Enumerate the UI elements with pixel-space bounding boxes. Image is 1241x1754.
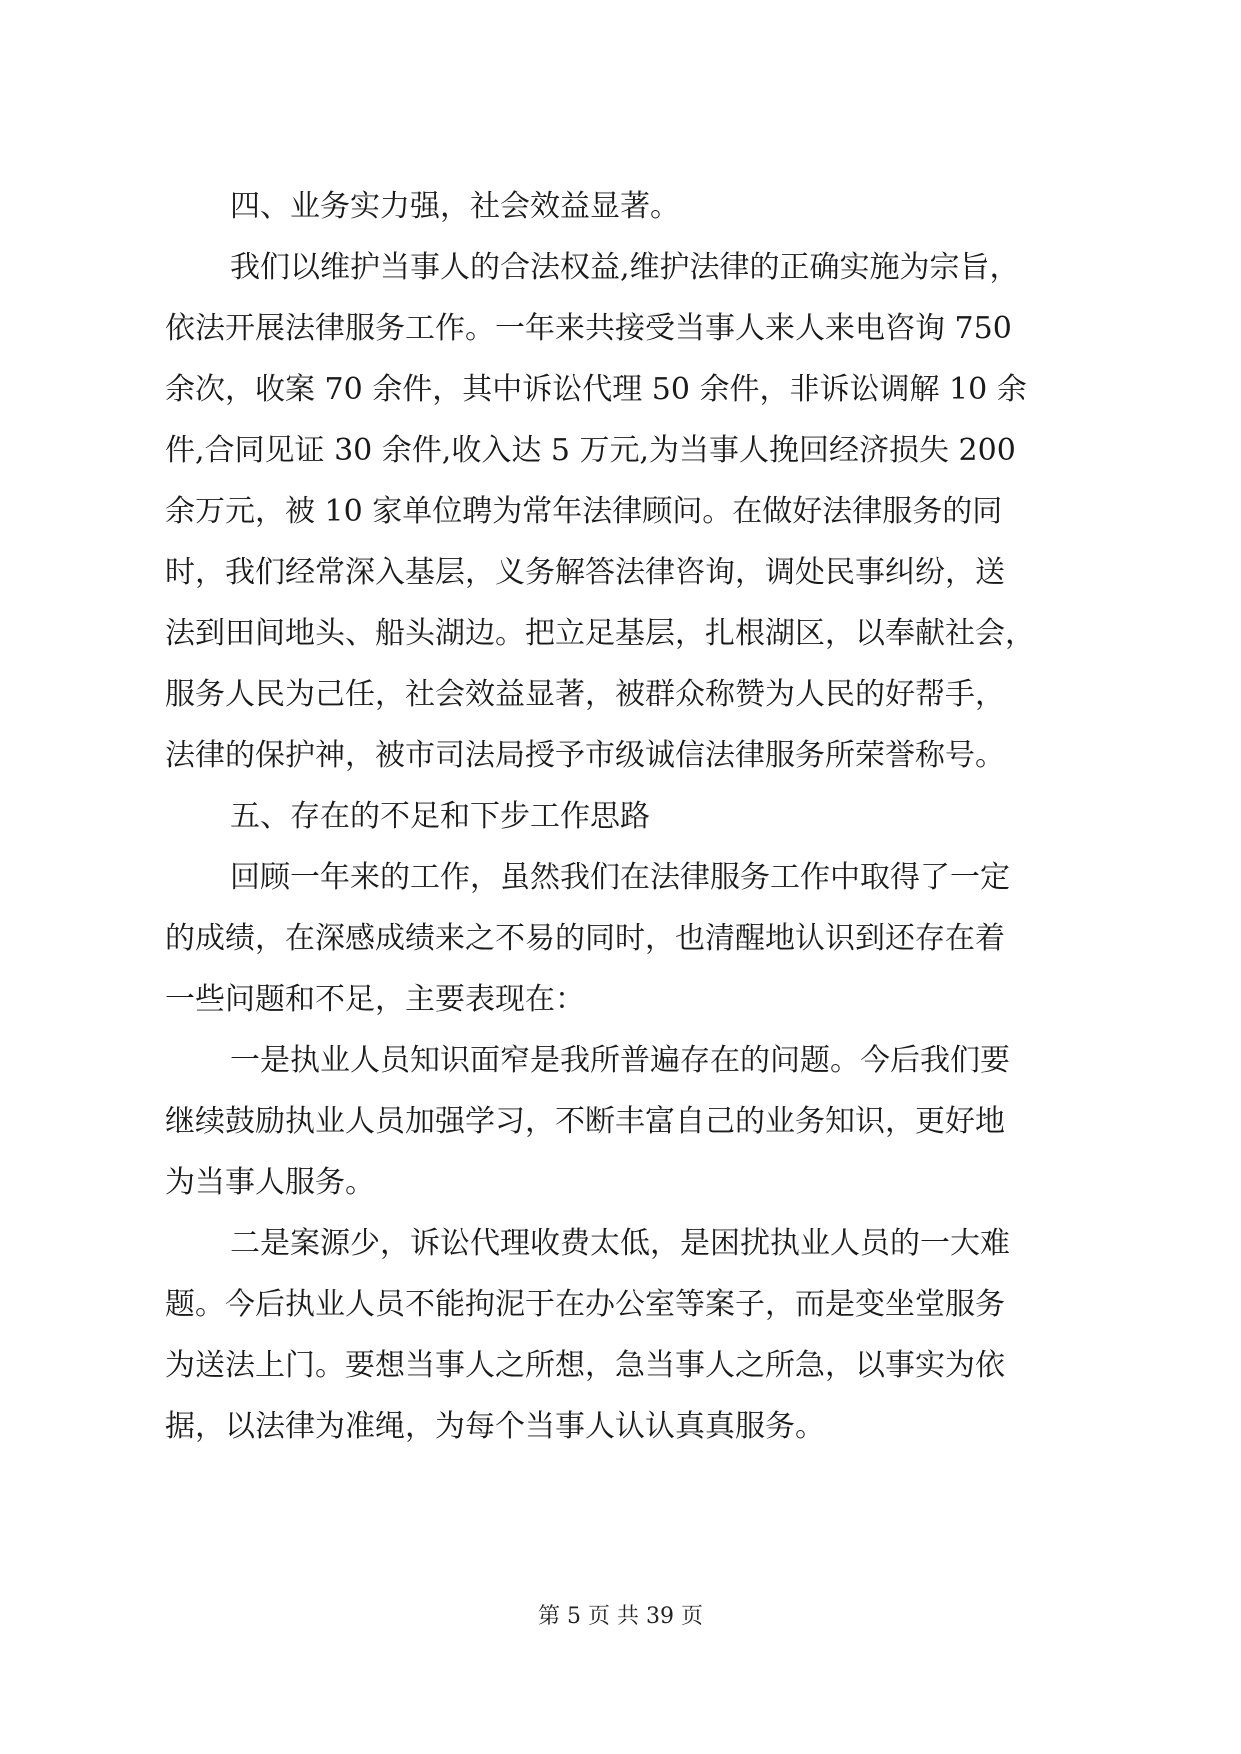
paragraph-line: 的成绩，在深感成绩来之不易的同时，也清醒地认识到还存在着: [165, 921, 1005, 956]
paragraph-line: 题。今后执业人员不能拘泥于在办公室等案子，而是变坐堂服务: [165, 1287, 1005, 1322]
paragraph-line: 余万元，被 10 家单位聘为常年法律顾问。在做好法律服务的同: [165, 494, 1003, 529]
paragraph-line: 为送法上门。要想当事人之所想，急当事人之所急，以事实为依: [165, 1348, 1005, 1383]
paragraph-line: 依法开展法律服务工作。一年来共接受当事人来人来电咨询 750: [165, 311, 1012, 346]
paragraph-line: 法律的保护神，被市司法局授予市级诚信法律服务所荣誉称号。: [165, 738, 1005, 773]
paragraph-line: 据，以法律为准绳，为每个当事人认认真真服务。: [165, 1409, 825, 1444]
paragraph-line: 时，我们经常深入基层，义务解答法律咨询，调处民事纠纷，送: [165, 555, 1005, 590]
paragraph-line: 余次，收案 70 余件，其中诉讼代理 50 余件，非诉讼调解 10 余: [165, 372, 1027, 407]
section-heading-5: 五、存在的不足和下步工作思路: [230, 799, 650, 834]
paragraph-line: 一是执业人员知识面窄是我所普遍存在的问题。今后我们要: [230, 1043, 1010, 1078]
page-number-footer: 第 5 页 共 39 页: [538, 1604, 703, 1629]
paragraph-line: 回顾一年来的工作，虽然我们在法律服务工作中取得了一定: [230, 860, 1010, 895]
paragraph-line: 二是案源少，诉讼代理收费太低，是困扰执业人员的一大难: [230, 1226, 1010, 1261]
section-heading-4: 四、业务实力强，社会效益显著。: [230, 189, 680, 224]
paragraph-line: 法到田间地头、船头湖边。把立足基层，扎根湖区，以奉献社会，: [165, 616, 1035, 651]
paragraph-line: 为当事人服务。: [165, 1165, 375, 1200]
paragraph-line: 件,合同见证 30 余件,收入达 5 万元,为当事人挽回经济损失 200: [165, 433, 1016, 468]
paragraph-line: 服务人民为己任，社会效益显著，被群众称赞为人民的好帮手，: [165, 677, 1005, 712]
paragraph-line: 一些问题和不足，主要表现在：: [165, 982, 585, 1017]
paragraph-line: 我们以维护当事人的合法权益,维护法律的正确实施为宗旨，: [230, 250, 1020, 285]
paragraph-line: 继续鼓励执业人员加强学习，不断丰富自己的业务知识，更好地: [165, 1104, 1005, 1139]
